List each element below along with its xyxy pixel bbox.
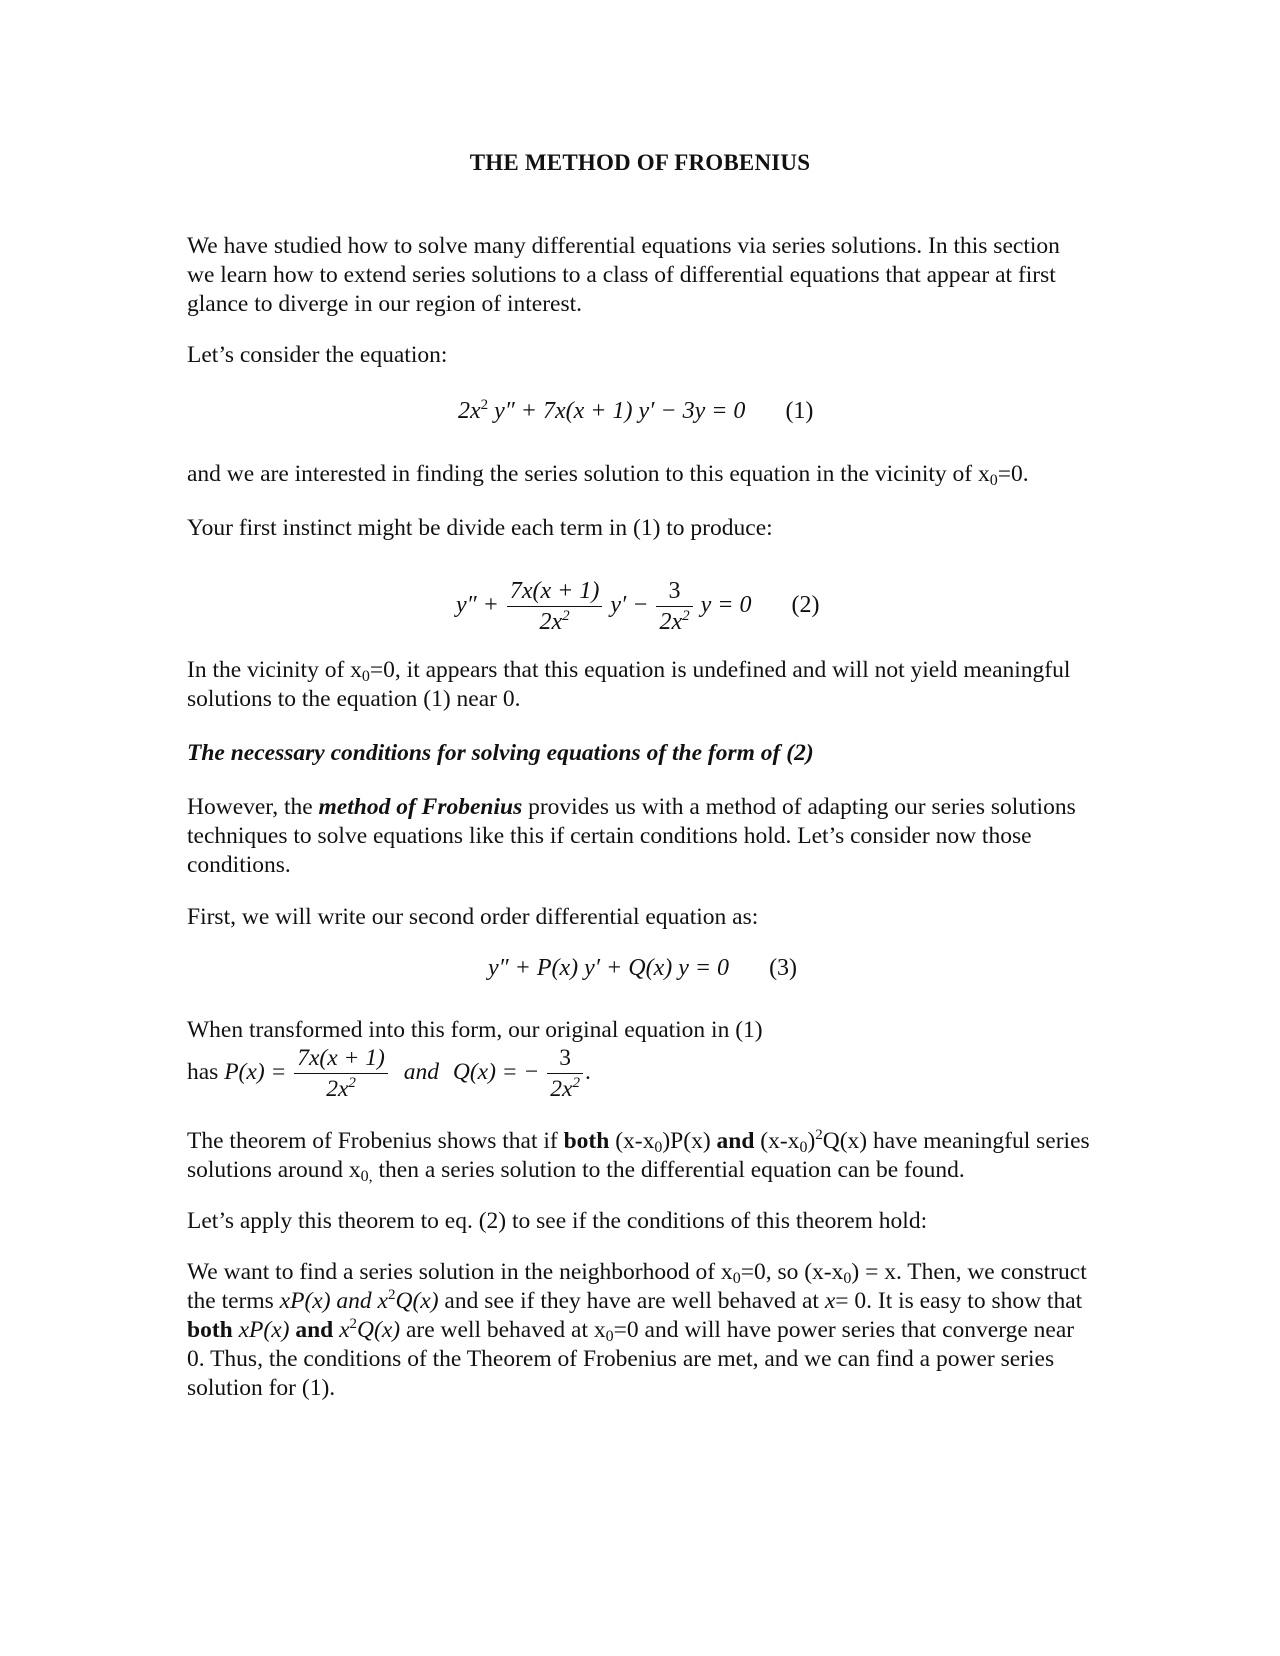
first-paragraph: First, we will write our second order differential equation as: (187, 904, 759, 930)
Q-label: Q(x) = − (452, 1058, 540, 1085)
eq3-text: y″ + P(x) y′ + Q(x) y = 0 (488, 955, 730, 981)
eq2-f1-numerator: 7x(x + 1) (507, 576, 602, 607)
intro-paragraph: We have studied how to solve many differential equations via series solutions. In this section we learn how to extend series solutions to a class of differential equations that appear at first glance to diverge in our region of interest. (187, 233, 1060, 317)
eq2-number: (2) (791, 592, 820, 619)
Q-fraction: $\frac{3}{2x^2}$ (547, 1043, 583, 1104)
equation-3 (488, 955, 797, 982)
p3-end: =0. (997, 461, 1029, 487)
eq2-f2-denominator: $2x^2$ (659, 608, 690, 635)
eq1-term-a: 2x (458, 398, 481, 424)
page-title: THE METHOD OF FROBENIUS (469, 150, 811, 175)
eq1-number: (1) (785, 398, 814, 424)
equation-2 (456, 576, 819, 637)
eq2-f1-denominator: $2x^2$ (539, 608, 570, 635)
p8-line1: When transformed into this form, our original equation in (1) (187, 1017, 763, 1043)
apply-paragraph: Let’s apply this theorem to eq. (2) to see if the conditions of this theorem hold: (187, 1208, 928, 1234)
equation-1 (458, 398, 813, 425)
eq2-mid: y′ − (610, 592, 649, 619)
method-of-frobenius-emphasis: method of Frobenius (318, 794, 523, 820)
conclusion-paragraph: We want to find a series solution in the neighborhood of $x_0=0$, so $(x-x_0) = x$. Then, we construct the terms xP(x) and $x^2Q(x)$ and see if they have are well behaved at x= 0. It is easy to show that both xP(x) and $x^2Q(x)$ are well behaved at $x_0=0$ and will have power series that converge near 0. Thus, the conditions of the Theorem of Frobenius are met, and we can find a power series solution for (1). (187, 1259, 1087, 1401)
P-label: P(x) = (224, 1058, 287, 1085)
p3-text: and we are interested in finding the series solution to this equation in the vicinity of x (187, 461, 990, 487)
p5-subscript: 0 (361, 668, 370, 685)
P-fraction: $\frac{7x(x + 1)}{2x^2}$ (294, 1043, 388, 1104)
eq3-number: (3) (769, 955, 798, 981)
eq2-tail: y = 0 (700, 592, 752, 619)
consider-paragraph: Let’s consider the equation: (187, 342, 448, 368)
instinct-paragraph: Your first instinct might be divide each term in (1) to produce: (187, 515, 773, 541)
theorem-paragraph: The theorem of Frobenius shows that if both $(x-x_0)P(x)$ and $(x-x_0)^2Q(x)$ have meaningful series solutions around $x_{0,}$ then a series solution to the differential equation can be found. (187, 1127, 1090, 1185)
section-heading: The necessary conditions for solving equations of the form of (2) (187, 740, 814, 766)
eq2-f2-numerator: 3 (656, 576, 692, 607)
eq2-fraction-1 (507, 576, 602, 637)
undefined-paragraph: In the vicinity of $x_0=0$, it appears that this equation is undefined and will not yield meaningful solutions to the equation (1) near 0. (187, 657, 1071, 712)
eq2-lead: y″ + (456, 592, 499, 619)
eq2-fraction-2 (656, 576, 692, 637)
transformed-paragraph (187, 1016, 1092, 1104)
eq1-term-b: y″ + 7x(x + 1) y′ − 3y = 0 (488, 398, 746, 424)
p8-definitions: has P(x) = $\frac{7x(x + 1)}{2x^2}$ and Q(x) = − $\frac{3}{2x^2}$ . (187, 1045, 591, 1102)
p3-subscript: 0 (989, 472, 998, 489)
vicinity-paragraph (187, 460, 1092, 489)
eq1-exponent: 2 (480, 397, 489, 413)
frobenius-paragraph: However, the method of Frobenius provides us with a method of adapting our series solutions techniques to solve equations like this if certain conditions hold. Let’s consider now those conditions. (187, 794, 1076, 878)
